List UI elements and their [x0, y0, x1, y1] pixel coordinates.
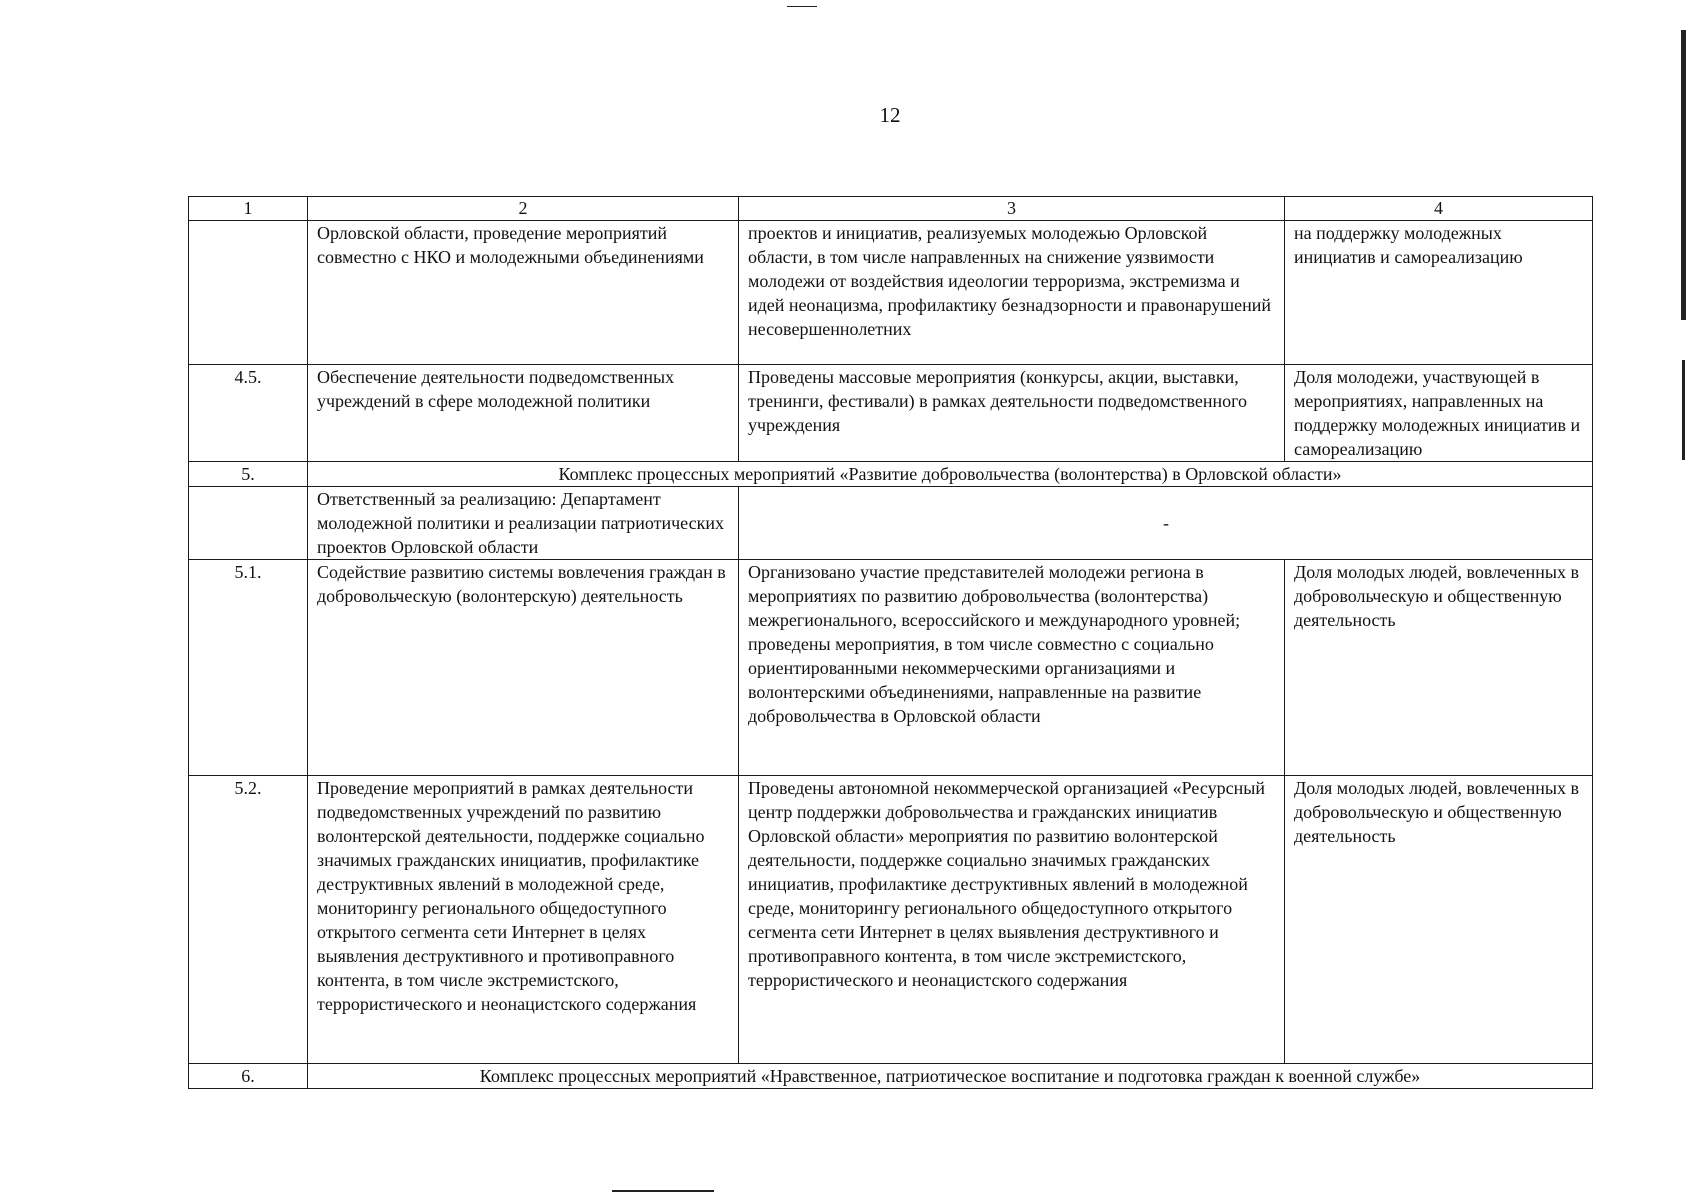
responsible-value: -: [739, 487, 1593, 560]
responsible-row: [189, 487, 1593, 560]
row-number: 4.5.: [189, 365, 308, 462]
section-number: 5.: [189, 462, 308, 487]
indicator-cell: Доля молодых людей, вовлеченных в добровольческую и общественную деятельность: [1285, 776, 1593, 1064]
measure-cell: Орловской области, проведение мероприятий совместно с НКО и молодежными объединениями: [308, 221, 739, 365]
table-row: [189, 560, 1593, 776]
scan-line-bottom: [612, 1190, 714, 1192]
table-header-row: [189, 197, 1593, 221]
responsible-cell: Ответственный за реализацию: Департамент молодежной политики и реализации патриотических проектов Орловской области: [308, 487, 739, 560]
scan-line-top: [787, 6, 817, 7]
result-cell: проектов и инициатив, реализуемых молодежью Орловской области, в том числе направленных на снижение уязвимости молодежи от воздействия идеологии терроризма, экстремизма и идей неонацизма, профилактику безнадзорности и правонарушений несовершеннолетних: [739, 221, 1285, 365]
result-cell: Организовано участие представителей молодежи региона в мероприятиях по развитию добровольчества (волонтерства) межрегионального, всероссийского и международного уровней; проведены мероприятия, в том числе совместно с социально ориентированными некоммерческими организациями и волонтерскими объединениями, направленные на развитие добровольчества в Орловской области: [739, 560, 1285, 776]
column-number-1: 1: [189, 197, 308, 221]
section-number: 6.: [189, 1064, 308, 1089]
row-number: [189, 487, 308, 560]
measure-cell: Содействие развитию системы вовлечения граждан в добровольческую (волонтерскую) деятельность: [308, 560, 739, 776]
measure-cell: Обеспечение деятельности подведомственных учреждений в сфере молодежной политики: [308, 365, 739, 462]
indicator-cell: Доля молодежи, участвующей в мероприятиях, направленных на поддержку молодежных инициатив и самореализацию: [1285, 365, 1593, 462]
table-row: [189, 776, 1593, 1064]
row-number: [189, 221, 308, 365]
column-number-4: 4: [1285, 197, 1593, 221]
table-row: [189, 221, 1593, 365]
result-cell: Проведены массовые мероприятия (конкурсы, акции, выставки, тренинги, фестивали) в рамках деятельности подведомственного учреждения: [739, 365, 1285, 462]
indicator-cell: Доля молодых людей, вовлеченных в добровольческую и общественную деятельность: [1285, 560, 1593, 776]
result-cell: Проведены автономной некоммерческой организацией «Ресурсный центр поддержки добровольчества и гражданских инициатив Орловской области» мероприятия по развитию волонтерской деятельности, поддержке социально значимых гражданских инициатив, профилактике деструктивных явлений в молодежной среде, мониторингу регионального общедоступного открытого сегмента сети Интернет в целях выявления деструктивного и противоправного контента, в том числе экстремистского, террористического и неонацистского содержания: [739, 776, 1285, 1064]
scan-margin-stroke: [1681, 30, 1686, 320]
table-row: [189, 365, 1593, 462]
measure-cell: Проведение мероприятий в рамках деятельности подведомственных учреждений по развитию волонтерской деятельности, поддержке социально значимых гражданских инициатив, профилактике деструктивных явлений в молодежной среде, мониторингу регионального общедоступного открытого сегмента сети Интернет в целях выявления деструктивного и противоправного контента, в том числе экстремистского, террористического и неонацистского содержания: [308, 776, 739, 1064]
section-title: Комплекс процессных мероприятий «Развитие добровольчества (волонтерства) в Орловской области»: [308, 462, 1593, 487]
section-row: [189, 462, 1593, 487]
column-number-3: 3: [739, 197, 1285, 221]
column-number-2: 2: [308, 197, 739, 221]
row-number: 5.2.: [189, 776, 308, 1064]
measures-table: [188, 196, 1593, 1089]
scan-margin-stroke: [1682, 360, 1685, 460]
page-number: 12: [879, 103, 901, 127]
row-number: 5.1.: [189, 560, 308, 776]
section-title: Комплекс процессных мероприятий «Нравственное, патриотическое воспитание и подготовка граждан к военной службе»: [308, 1064, 1593, 1089]
section-row: [189, 1064, 1593, 1089]
indicator-cell: на поддержку молодежных инициатив и самореализацию: [1285, 221, 1593, 365]
